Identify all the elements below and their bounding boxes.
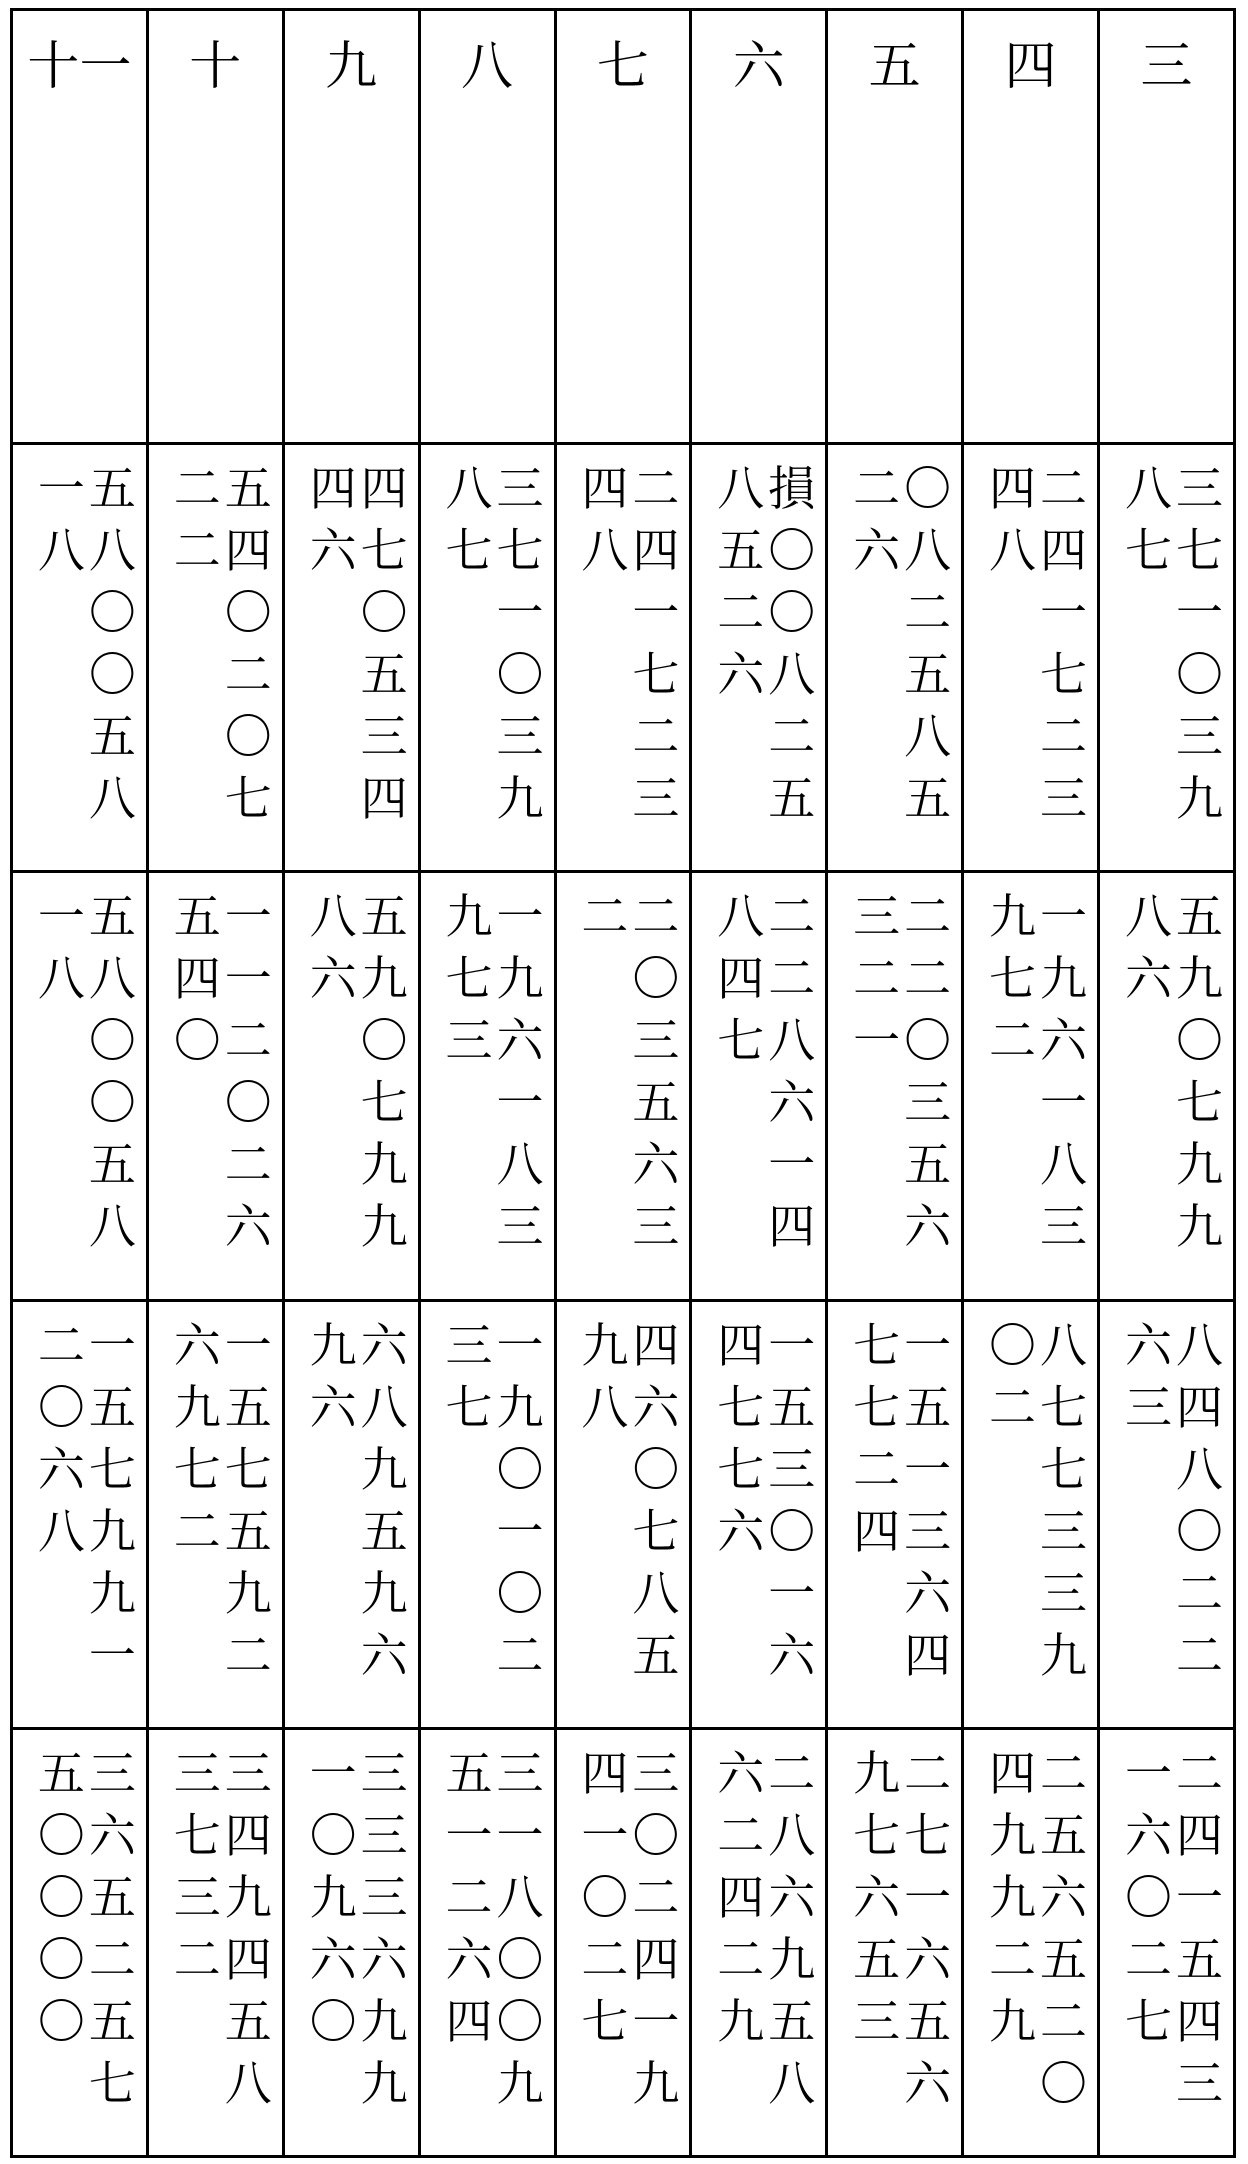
cell-note: 四 八 <box>989 462 1036 580</box>
table-cell <box>827 1728 963 2156</box>
cell-note: 二 〇 六 八 <box>37 1318 85 1560</box>
header-cell <box>963 10 1099 444</box>
cell-value: 五 八 〇 〇 五 八 <box>88 890 136 1256</box>
cell-note: 三 七 三 二 <box>173 1746 221 1988</box>
table-cell <box>1099 1300 1235 1728</box>
table-cell <box>691 1300 827 1728</box>
table-cell <box>12 872 148 1300</box>
table-cell <box>827 444 963 872</box>
cell-note: 九 八 <box>581 1318 629 1436</box>
column-header: 七 <box>596 37 649 97</box>
cell-note: 八 四 七 <box>717 890 765 1070</box>
table-row <box>12 1728 1235 2156</box>
cell-value: 一 五 七 九 九 一 <box>88 1318 136 1684</box>
cell-value: 一 九 六 一 八 三 <box>496 890 544 1256</box>
cell-note: 九 六 <box>309 1318 357 1436</box>
table-cell <box>419 872 555 1300</box>
cell-value: 二 二 〇 三 五 六 <box>904 890 952 1256</box>
table-cell <box>555 872 691 1300</box>
table-cell <box>691 872 827 1300</box>
table-row <box>12 444 1235 872</box>
table-cell <box>283 444 419 872</box>
cell-value: 一 五 三 〇 一 六 <box>768 1318 816 1684</box>
table-cell <box>1099 444 1235 872</box>
data-table <box>10 8 1236 2158</box>
cell-value: 一 一 二 〇 二 六 <box>224 890 272 1256</box>
table-cell <box>147 872 283 1300</box>
header-cell <box>691 10 827 444</box>
table-cell <box>283 872 419 1300</box>
table-cell <box>12 444 148 872</box>
column-header: 三 <box>1140 37 1193 97</box>
column-header: 十 <box>189 37 242 97</box>
cell-value: 一 九 六 一 八 三 <box>1040 890 1087 1256</box>
table-cell <box>691 1728 827 2156</box>
table-cell <box>963 1728 1099 2156</box>
cell-value: 二 四 一 五 四 三 <box>1176 1746 1223 2112</box>
cell-note: 三 七 <box>445 1318 493 1436</box>
cell-note: 六 三 <box>1125 1318 1172 1436</box>
cell-note: 八 七 <box>445 462 493 580</box>
cell-note: 三 二 一 <box>853 890 901 1070</box>
table-cell <box>963 872 1099 1300</box>
table-cell <box>827 1300 963 1728</box>
cell-note: 五 一 二 六 四 <box>445 1746 493 2050</box>
table-cell <box>147 1728 283 2156</box>
cell-value: 八 四 八 〇 二 二 <box>1176 1318 1223 1684</box>
cell-value: 二 〇 三 五 六 三 <box>632 890 680 1256</box>
cell-value: 四 七 〇 五 三 四 <box>360 462 408 828</box>
cell-note: 九 七 二 <box>989 890 1036 1070</box>
column-header: 六 <box>732 37 785 97</box>
table-row <box>12 872 1235 1300</box>
header-cell <box>419 10 555 444</box>
cell-note: 五 〇 〇 〇 〇 <box>37 1746 85 2050</box>
cell-value: 二 七 一 六 五 六 <box>904 1746 952 2112</box>
table-cell <box>827 872 963 1300</box>
cell-value: 三 四 九 四 五 八 <box>224 1746 272 2112</box>
cell-value: 五 九 〇 七 九 九 <box>1176 890 1223 1256</box>
cell-note: 八 五 二 六 <box>717 462 765 704</box>
cell-note: 六 二 四 二 九 <box>717 1746 765 2050</box>
cell-note: 六 九 七 二 <box>173 1318 221 1560</box>
table-cell <box>12 1728 148 2156</box>
cell-note: 五 四 〇 <box>173 890 221 1070</box>
cell-note: 二 二 <box>173 462 221 580</box>
cell-note: 七 七 二 四 <box>853 1318 901 1560</box>
cell-value: 四 六 〇 七 八 五 <box>632 1318 680 1684</box>
table-cell <box>1099 872 1235 1300</box>
cell-value: 一 九 〇 一 〇 二 <box>496 1318 544 1684</box>
cell-note: 一 八 <box>37 890 85 1008</box>
cell-value: 五 八 〇 〇 五 八 <box>88 462 136 828</box>
cell-note: 〇 二 <box>989 1318 1036 1436</box>
cell-value: 損 〇 〇 八 二 五 <box>768 462 816 828</box>
table-cell <box>419 1300 555 1728</box>
cell-value: 一 五 七 五 九 二 <box>224 1318 272 1684</box>
cell-value: 五 四 〇 二 〇 七 <box>224 462 272 828</box>
table-cell <box>419 1728 555 2156</box>
cell-value: 八 七 七 三 三 九 <box>1040 1318 1087 1684</box>
cell-value: 一 五 一 三 六 四 <box>904 1318 952 1684</box>
cell-note: 九 七 三 <box>445 890 493 1070</box>
cell-note: 一 八 <box>37 462 85 580</box>
cell-value: 二 四 一 七 二 三 <box>1040 462 1087 828</box>
column-header: 八 <box>461 37 514 97</box>
cell-value: 〇 八 二 五 八 五 <box>904 462 952 828</box>
table-row <box>12 1300 1235 1728</box>
cell-value: 六 八 九 五 九 六 <box>360 1318 408 1684</box>
cell-note: 一 〇 九 六 〇 <box>309 1746 357 2050</box>
table-cell <box>555 444 691 872</box>
table-cell <box>147 444 283 872</box>
cell-value: 三 六 五 二 五 七 <box>88 1746 136 2112</box>
cell-value: 二 五 六 五 二 〇 <box>1040 1746 1087 2112</box>
cell-value: 三 〇 二 四 一 九 <box>632 1746 680 2112</box>
column-header: 五 <box>868 37 921 97</box>
table-cell <box>963 444 1099 872</box>
cell-value: 三 三 三 六 九 九 <box>360 1746 408 2112</box>
column-header: 九 <box>325 37 378 97</box>
cell-value: 三 一 八 〇 〇 九 <box>496 1746 544 2112</box>
cell-note: 八 七 <box>1125 462 1172 580</box>
cell-note: 四 一 〇 二 七 <box>581 1746 629 2050</box>
header-cell <box>555 10 691 444</box>
table-cell <box>555 1300 691 1728</box>
cell-value: 二 八 六 九 五 八 <box>768 1746 816 2112</box>
header-cell <box>12 10 148 444</box>
table-cell <box>963 1300 1099 1728</box>
table-cell <box>12 1300 148 1728</box>
cell-note: 四 九 九 二 九 <box>989 1746 1036 2050</box>
cell-value: 二 二 八 六 一 四 <box>768 890 816 1256</box>
table-cell <box>1099 1728 1235 2156</box>
cell-note: 八 六 <box>309 890 357 1008</box>
header-cell <box>283 10 419 444</box>
header-cell <box>1099 10 1235 444</box>
table-cell <box>555 1728 691 2156</box>
column-header: 十一 <box>27 37 132 97</box>
table-cell <box>691 444 827 872</box>
cell-note: 四 六 <box>309 462 357 580</box>
cell-note: 一 六 〇 二 七 <box>1125 1746 1172 2050</box>
cell-value: 三 七 一 〇 三 九 <box>496 462 544 828</box>
cell-note: 二 六 <box>853 462 901 580</box>
column-header: 四 <box>1004 37 1057 97</box>
header-cell <box>147 10 283 444</box>
cell-value: 三 七 一 〇 三 九 <box>1176 462 1223 828</box>
cell-note: 四 八 <box>581 462 629 580</box>
cell-note: 四 七 七 六 <box>717 1318 765 1560</box>
cell-note: 八 六 <box>1125 890 1172 1008</box>
header-cell <box>827 10 963 444</box>
table-cell <box>283 1300 419 1728</box>
table-cell <box>283 1728 419 2156</box>
cell-note: 二 <box>581 890 629 946</box>
cell-value: 五 九 〇 七 九 九 <box>360 890 408 1256</box>
table-cell <box>419 444 555 872</box>
header-row <box>12 10 1235 444</box>
table-cell <box>147 1300 283 1728</box>
cell-note: 九 七 六 五 三 <box>853 1746 901 2050</box>
cell-value: 二 四 一 七 二 三 <box>632 462 680 828</box>
